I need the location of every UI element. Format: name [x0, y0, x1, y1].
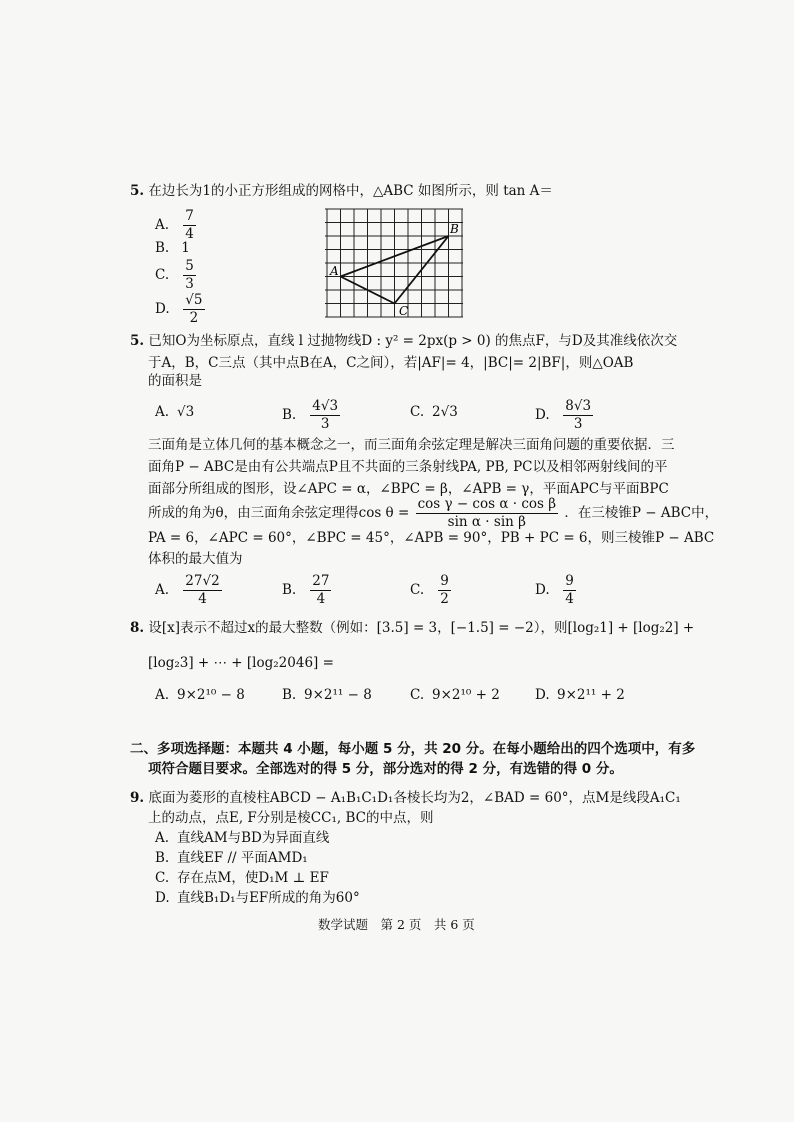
- q5-option-b: B. 1: [155, 240, 190, 256]
- page-footer: 数学试题 第 2 页 共 6 页: [318, 917, 475, 932]
- q5-option-d: D. $\frac{√5}{2}$: [155, 292, 203, 326]
- q8-line2: [log₂3] + ⋯ + [log₂2046] =: [148, 655, 334, 671]
- q9-option-c: C. 存在点M，使D₁M ⊥ EF: [155, 870, 329, 886]
- q7-line6: 体积的最大值为: [148, 551, 243, 567]
- section2-heading-line2: 项符合题目要求。全部选对的得 5 分，部分选对的得 2 分，有选错的得 0 分。: [148, 761, 623, 777]
- section2-heading-line1: 二、多项选择题：本题共 4 小题，每小题 5 分，共 20 分。在每小题给出的四个选项中，有多: [130, 741, 696, 757]
- q6-option-d: D. $\frac{8√3}{3}$: [535, 398, 592, 432]
- q5-vertex-b: B: [450, 222, 459, 236]
- q7-line5: PA = 6，∠APC = 60°，∠BPC = 45°，∠APB = 90°，PB + PC = 6，则三棱锥P − ABC: [148, 530, 715, 546]
- q9-option-d: D. 直线B₁D₁与EF所成的角为60°: [155, 890, 360, 906]
- q8-number: 8.: [130, 620, 145, 636]
- q7-option-a: A. $\frac{27√2}{4}$: [155, 573, 220, 607]
- q7-cos-formula: $\frac{\text{cos γ − cos α · cos β}}{\text{sin α · sin β}}$: [417, 496, 557, 530]
- q7-line3: 面部分所组成的图形，设∠APC = α，∠BPC = β，∠APB = γ，平面APC与平面BPC: [148, 481, 669, 497]
- q5-grid-figure: [325, 207, 465, 319]
- q5-vertex-a: A: [330, 264, 339, 278]
- q6-option-c: C. 2√3: [410, 404, 458, 420]
- q7-line1: 三面角是立体几何的基本概念之一，而三面角余弦定理是解决三面角问题的重要依据．三: [148, 437, 675, 453]
- q7-line4: 所成的角为θ，由三面角余弦定理得cos θ = $\frac{\text{cos γ − cos α · cos β}}{\text{sin α · sin β}}$ ．在三棱锥P − ABC中，: [148, 496, 719, 530]
- q5-stem: 在边长为1的小正方形组成的网格中，△ABC 如图所示，则 tan A＝: [148, 183, 553, 199]
- q7-option-d: D. $\frac{9}{4}$: [535, 573, 574, 607]
- q9-option-b: B. 直线EF // 平面AMD₁: [155, 850, 308, 866]
- q5-option-a: A. $\frac{7}{4}$: [155, 208, 194, 242]
- q5-vertex-c: C: [399, 304, 409, 318]
- q7-line2: 面角P − ABC是由有公共端点P且不共面的三条射线PA, PB, PC以及相邻两射线间的平: [148, 459, 668, 475]
- q9-line2: 上的动点，点E, F分别是棱CC₁, BC的中点，则: [148, 810, 434, 826]
- q8-option-d: D. 9×2¹¹ + 2: [535, 687, 625, 703]
- q8-line1: 8. 设[x]表示不超过x的最大整数（例如：[3.5] = 3，[−1.5] = −2），则[log₂1] + [log₂2] +: [130, 620, 695, 636]
- q5-stem-line: [130, 180, 553, 202]
- q6-option-a: A. √3: [155, 404, 195, 420]
- q5-number: 5.: [130, 183, 145, 199]
- q9-line1: 9. 底面为菱形的直棱柱ABCD − A₁B₁C₁D₁各棱长均为2，∠BAD = 60°，点M是线段A₁C₁: [130, 790, 681, 806]
- q6-line1: 5. 已知O为坐标原点，直线 l 过抛物线D : y² = 2px(p > 0) 的焦点F，与D及其准线依次交: [130, 333, 678, 349]
- q6-option-b: B. $\frac{4√3}{3}$: [282, 398, 339, 432]
- q8-option-b: B. 9×2¹¹ − 8: [282, 687, 372, 703]
- q5-option-c: C. $\frac{5}{3}$: [155, 258, 194, 292]
- q9-number: 9.: [130, 790, 145, 806]
- q6-line2: 于A，B，C三点（其中点B在A，C之间），若|AF|= 4，|BC|= 2|BF|，则△OAB: [148, 355, 634, 371]
- q8-option-a: A. 9×2¹⁰ − 8: [155, 687, 245, 703]
- q6-line3: 的面积是: [148, 373, 202, 389]
- q9-option-a: A. 直线AM与BD为异面直线: [155, 830, 330, 846]
- q8-option-c: C. 9×2¹⁰ + 2: [410, 687, 500, 703]
- q5-option-a-fraction: $\frac{7}{4}$: [185, 208, 194, 242]
- q6-number: 5.: [130, 333, 145, 349]
- q7-option-c: C. $\frac{9}{2}$: [410, 573, 449, 607]
- q7-option-b: B. $\frac{27}{4}$: [282, 573, 330, 607]
